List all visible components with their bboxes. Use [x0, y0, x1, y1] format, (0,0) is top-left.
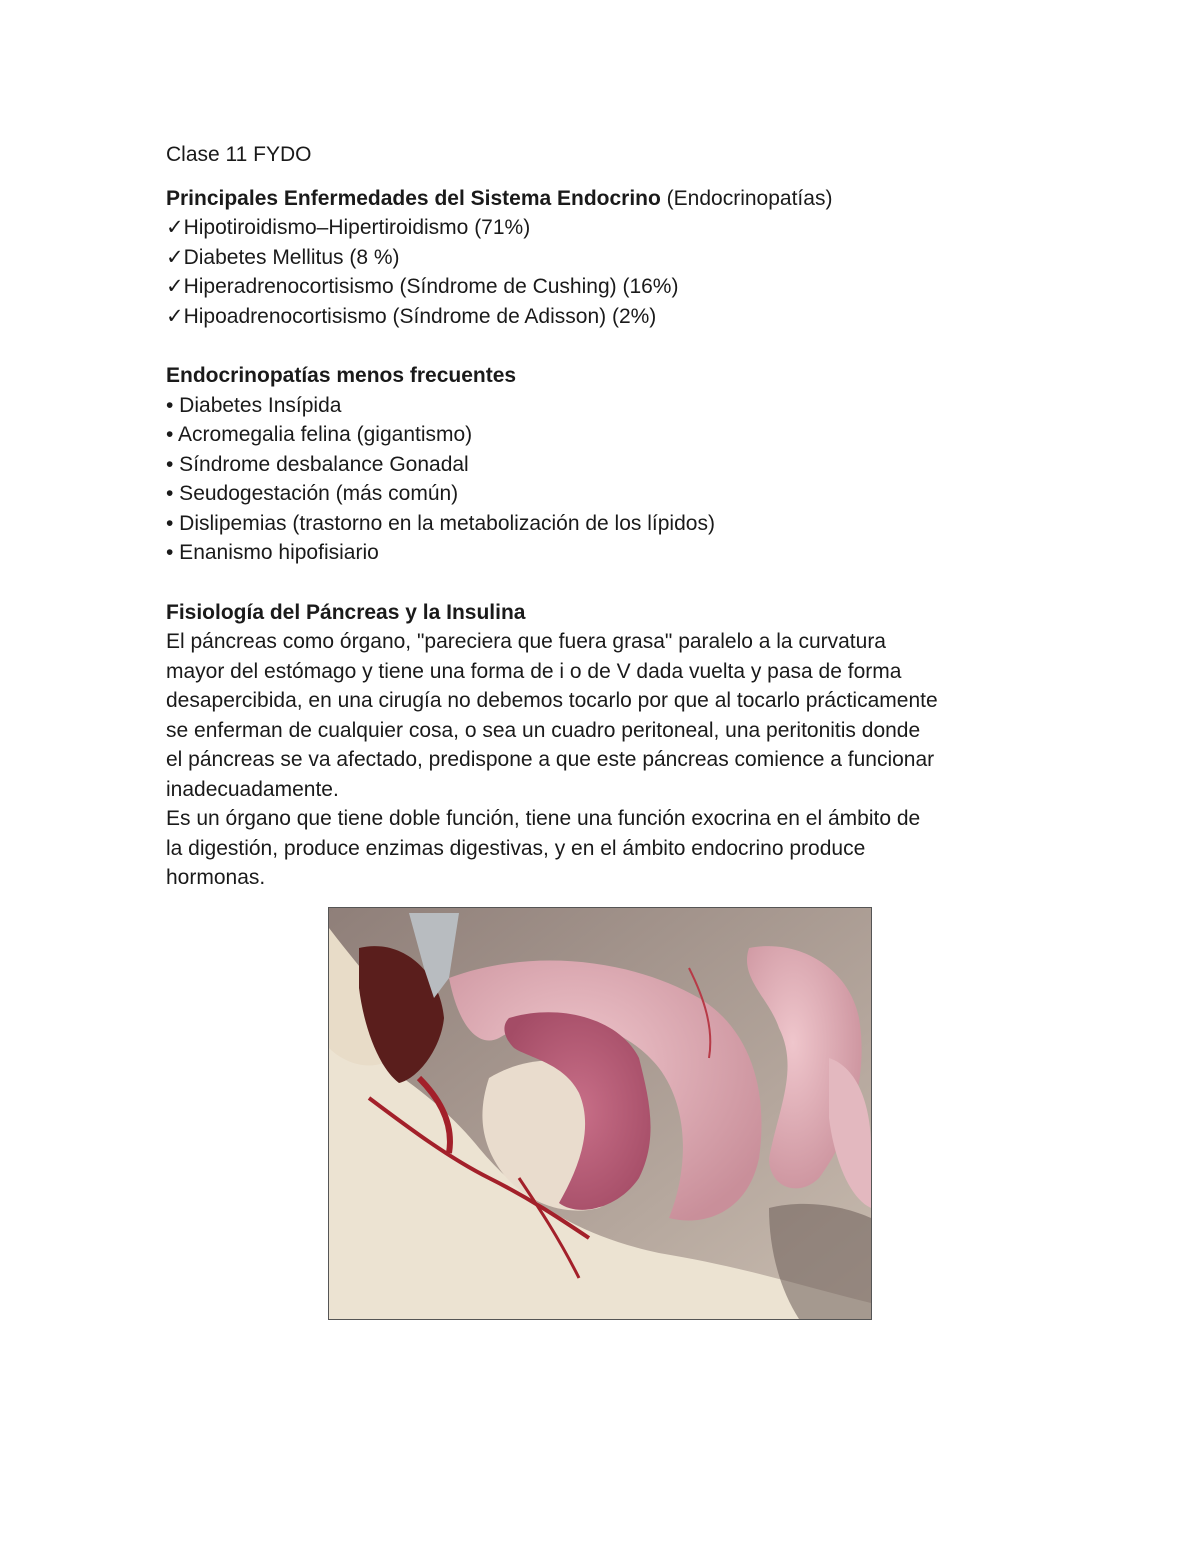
section1-heading [166, 184, 1046, 214]
list-item: ✓Hipoadrenocortisismo (Síndrome de Adisson) (2%) [166, 304, 657, 328]
paragraph-line: el páncreas se va afectado, predispone a que este páncreas comience a funcionar [166, 748, 935, 771]
document-title: Clase 11 FYDO [166, 143, 312, 166]
photo-illustration [329, 908, 871, 1319]
list-item: ✓Hiperadrenocortisismo (Síndrome de Cushing) (16%) [166, 275, 679, 298]
paragraph-line: la digestión, produce enzimas digestivas, y en el ámbito endocrino produce [166, 836, 866, 860]
list-item: • Enanismo hipofisiario [166, 541, 379, 564]
list-item: ✓Hipotiroidismo–Hipertiroidismo (71%) [166, 216, 531, 239]
paragraph-line: mayor del estómago y tiene una forma de i o de V dada vuelta y pasa de forma [166, 659, 902, 683]
list-item: • Dislipemias (trastorno en la metabolización de los lípidos) [166, 511, 715, 535]
list-item: • Diabetes Insípida [166, 393, 342, 417]
section2-heading: Endocrinopatías menos frecuentes [166, 364, 517, 387]
paragraph-line: se enferman de cualquier cosa, o sea un cuadro peritoneal, una peritonitis donde [166, 718, 921, 742]
pancreas-surgery-photo [328, 907, 872, 1320]
spacer [166, 568, 1046, 598]
spacer [166, 331, 1046, 361]
paragraph-line: El páncreas como órgano, "pareciera que fuera grasa" paralelo a la curvatura [166, 630, 886, 653]
paragraph-line: inadecuadamente. [166, 777, 339, 801]
section1-heading-normal: (Endocrinopatías) [660, 186, 833, 210]
section3-heading: Fisiología del Páncreas y la Insulina [166, 600, 526, 624]
spacer [166, 170, 1046, 184]
list-item: • Síndrome desbalance Gonadal [166, 452, 469, 476]
list-item: ✓Diabetes Mellitus (8 %) [166, 245, 400, 269]
paragraph-line: hormonas. [166, 866, 266, 889]
document-page [166, 140, 1046, 893]
list-item: • Acromegalia felina (gigantismo) [166, 423, 473, 446]
section1-heading-bold: Principales Enfermedades del Sistema Endocrino [166, 186, 661, 210]
list-item: • Seudogestación (más común) [166, 482, 459, 505]
paragraph-line: Es un órgano que tiene doble función, tiene una función exocrina en el ámbito de [166, 807, 921, 830]
paragraph-line: desapercibida, en una cirugía no debemos tocarlo por que al tocarlo prácticamente [166, 689, 938, 712]
